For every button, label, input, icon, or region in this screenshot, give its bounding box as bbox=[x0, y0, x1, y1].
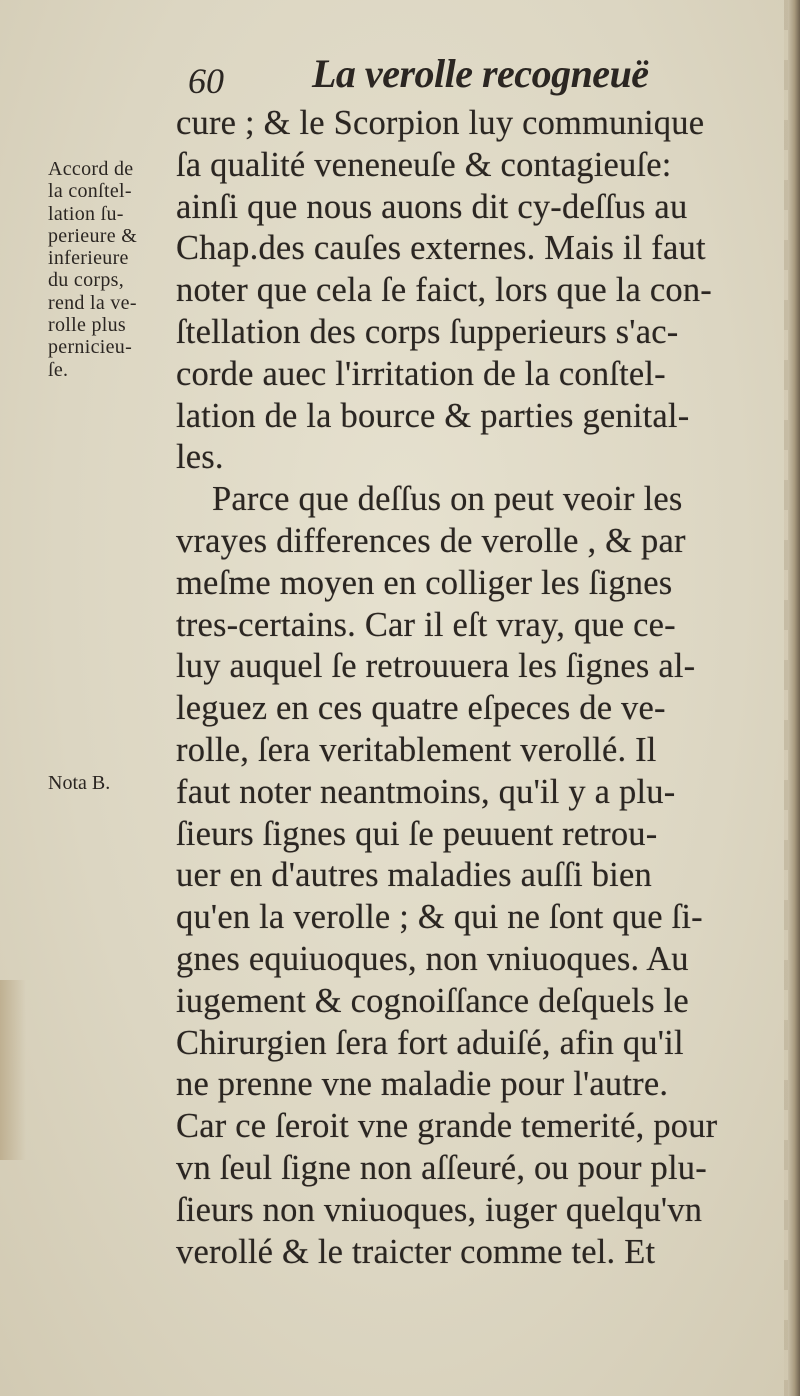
margin-note-line: inferieure bbox=[48, 247, 129, 270]
text-line: qu'en la verolle ; & qui ne ſont que ſi- bbox=[176, 898, 703, 937]
page-edge bbox=[788, 0, 800, 1396]
text-line: uer en d'autres maladies auſſi bien bbox=[176, 856, 652, 895]
margin-note bbox=[48, 158, 178, 381]
text-line: noter que cela ſe faict, lors que la con- bbox=[176, 271, 712, 310]
text-line: ainſi que nous auons dit cy-deſſus au bbox=[176, 187, 688, 226]
text-line: vrayes differences de verolle , & par bbox=[176, 521, 686, 560]
margin-note-line: ſe. bbox=[48, 358, 69, 381]
text-line: lation de la bource & parties genital- bbox=[176, 396, 690, 435]
text-line: corde auec l'irritation de la conſtel- bbox=[176, 354, 666, 393]
margin-note-line: Accord de bbox=[48, 158, 134, 180]
margin-note-line: rend la ve- bbox=[48, 291, 137, 314]
margin-note-line: perieure & bbox=[48, 224, 138, 247]
text-line: ſa qualité veneneuſe & contagieuſe: bbox=[176, 145, 672, 184]
margin-note-line: rolle plus bbox=[48, 314, 126, 337]
text-line: ſtellation des corps ſupperieurs s'ac- bbox=[176, 312, 679, 351]
body-text bbox=[176, 103, 766, 1273]
text-line: Chirurgien ſera fort aduiſé, afin qu'il bbox=[176, 1023, 684, 1062]
text-line: Chap.des cauſes externes. Mais il faut bbox=[176, 229, 706, 268]
page-number: 60 bbox=[188, 61, 224, 101]
text-line: rolle, ſera veritablement verollé. Il bbox=[176, 730, 657, 769]
text-line: leguez en ces quatre eſpeces de ve- bbox=[176, 689, 666, 728]
margin-note-line: du corps, bbox=[48, 269, 125, 292]
running-title: La verolle recogneuë bbox=[312, 51, 649, 96]
margin-note-line: pernicieu- bbox=[48, 336, 133, 359]
text-line: les. bbox=[176, 438, 224, 477]
text-line: vn ſeul ſigne non aſſeuré, ou pour plu- bbox=[176, 1148, 707, 1187]
page-stain bbox=[0, 980, 26, 1160]
text-line: iugement & cognoiſſance deſquels le bbox=[176, 981, 689, 1020]
text-line: faut noter neantmoins, qu'il y a plu- bbox=[176, 772, 676, 811]
margin-note-line: la conſtel- bbox=[48, 180, 132, 203]
text-line: cure ; & le Scorpion luy communique bbox=[176, 104, 705, 142]
text-line: gnes equiuoques, non vniuoques. Au bbox=[176, 939, 689, 978]
margin-note-nota: Nota B. bbox=[48, 772, 111, 794]
text-line: ſieurs non vniuoques, iuger quelqu'vn bbox=[176, 1190, 703, 1229]
text-line: verollé & le traicter comme tel. Et bbox=[176, 1232, 656, 1271]
text-line: ne prenne vne maladie pour l'autre. bbox=[176, 1065, 669, 1104]
page-header bbox=[0, 48, 800, 104]
text-line: luy auquel ſe retrouuera les ſignes al- bbox=[176, 647, 696, 686]
text-line: ſieurs ſignes qui ſe peuuent retrou- bbox=[176, 814, 658, 853]
text-line: Parce que deſſus on peut veoir les bbox=[212, 480, 683, 519]
text-line: meſme moyen en colliger les ſignes bbox=[176, 563, 673, 602]
text-line: tres-certains. Car il eſt vray, que ce- bbox=[176, 605, 676, 644]
margin-note-line: lation ſu- bbox=[48, 202, 124, 225]
text-line: Car ce ſeroit vne grande temerité, pour bbox=[176, 1107, 718, 1146]
